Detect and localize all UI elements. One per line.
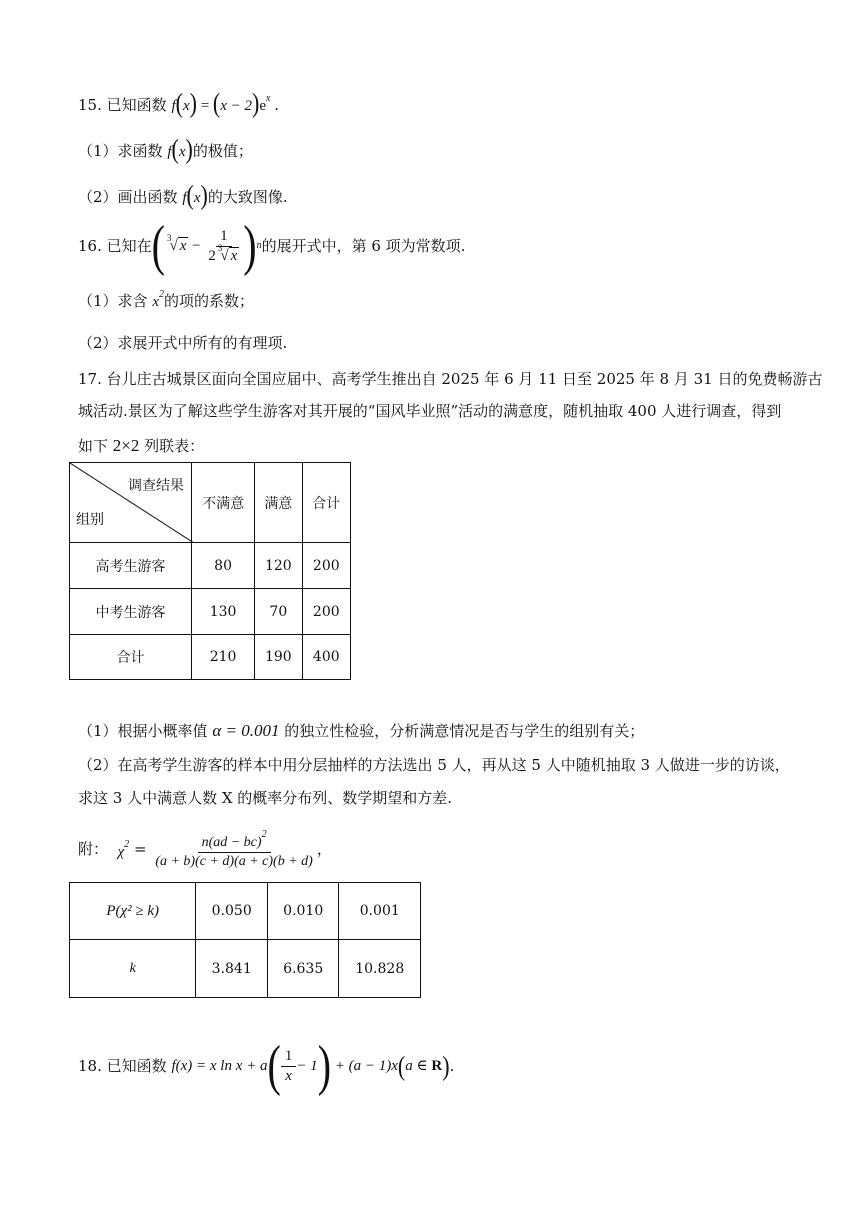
q15-part1: （1）求函数 f(x)的极值；	[78, 132, 253, 164]
table-cell: 80	[192, 543, 255, 589]
q18-statement	[78, 1033, 455, 1097]
q16-part1: （1）求含 $x^2$的项的系数；	[78, 289, 255, 310]
q15-number: 15.	[78, 96, 102, 114]
q18-end: .	[449, 1056, 455, 1075]
table-row	[70, 940, 421, 998]
q18-formula: f(x) = x ln x + a ( $\frac{1}{x}$ − 1 ) + (a − 1)x ( a ∈ R )	[171, 1033, 450, 1097]
q18-number: 18.	[78, 1056, 102, 1075]
table-header: 满意	[255, 463, 302, 543]
table-cell: 210	[192, 635, 255, 680]
q17-part2-line2: 求这 3 人中满意人数 X 的概率分布列、数学期望和方差.	[78, 789, 453, 807]
table-row	[70, 883, 421, 940]
table-cell: 190	[255, 635, 302, 680]
table-cell: 200	[302, 543, 350, 589]
q17-line2: 城活动.景区为了解这些学生游客对其开展的“国风毕业照”活动的满意度，随机抽取 400 人进行调查，得到	[78, 402, 782, 420]
table-cell: 400	[302, 635, 350, 680]
row-label: P(χ² ≥ k)	[70, 883, 196, 940]
corner-diagonal	[70, 463, 194, 543]
q15-statement	[78, 86, 279, 118]
table-cell: 0.050	[196, 883, 268, 940]
table-header: 不满意	[192, 463, 255, 543]
table-cell: 130	[192, 589, 255, 635]
q15-end: .	[274, 96, 279, 114]
chi-square-formula: 附： $\chi^2$ = $\frac{n(ad - bc)^2}{(a + b)(c + d)(a + c)(b + d)}$ ，	[78, 829, 332, 869]
q15-part2: （2）画出函数 f(x)的大致图像.	[78, 178, 288, 210]
q16-part2: （2）求展开式中所有的有理项.	[78, 334, 288, 352]
table-cell: 120	[255, 543, 302, 589]
q18-intro: 已知函数	[106, 1056, 167, 1075]
table-cell: 0.010	[267, 883, 339, 940]
row-label: 高考生游客	[70, 543, 192, 589]
q17-part2-line1: （2）在高考学生游客的样本中用分层抽样的方法选出 5 人，再从这 5 人中随机抽取 3 人做进一步的访谈，	[78, 756, 790, 774]
table-cell: 6.635	[267, 940, 339, 998]
table-corner-cell	[70, 463, 192, 543]
critical-value-table	[69, 882, 421, 998]
q17-line1: 17. 台儿庄古城景区面向全国应届中、高考学生推出自 2025 年 6 月 11 日至 2025 年 8 月 31 日的免费畅游古	[78, 370, 823, 388]
q15-intro: 已知函数	[106, 96, 167, 114]
q16-number: 16.	[78, 236, 102, 255]
q16-binomial: ( $^3$√ x − $\frac{1}{2 ^3√ x}$ ) n	[151, 213, 262, 277]
table-cell: 0.001	[339, 883, 421, 940]
table-row	[70, 589, 351, 635]
q17-part1: （1）根据小概率值 α = 0.001 的独立性检验，分析满意情况是否与学生的组别有关；	[78, 721, 645, 740]
table-header: 合计	[302, 463, 350, 543]
table-cell: 70	[255, 589, 302, 635]
table-row	[70, 543, 351, 589]
corner-bottom-label: 组别	[76, 512, 104, 528]
q16-intro: 已知在	[106, 236, 152, 255]
q15-formula: $f(x) = (x - 2)e^x$	[171, 86, 271, 118]
contingency-table	[69, 462, 351, 680]
row-label: k	[70, 940, 196, 998]
row-label: 合计	[70, 635, 192, 680]
q16-statement	[78, 213, 466, 277]
q17-line3: 如下 2×2 列联表：	[78, 436, 205, 455]
table-cell: 3.841	[196, 940, 268, 998]
table-cell: 10.828	[339, 940, 421, 998]
corner-top-label: 调查结果	[128, 478, 184, 494]
table-row	[70, 635, 351, 680]
table-cell: 200	[302, 589, 350, 635]
q16-tail: 的展开式中，第 6 项为常数项.	[261, 236, 466, 255]
row-label: 中考生游客	[70, 589, 192, 635]
